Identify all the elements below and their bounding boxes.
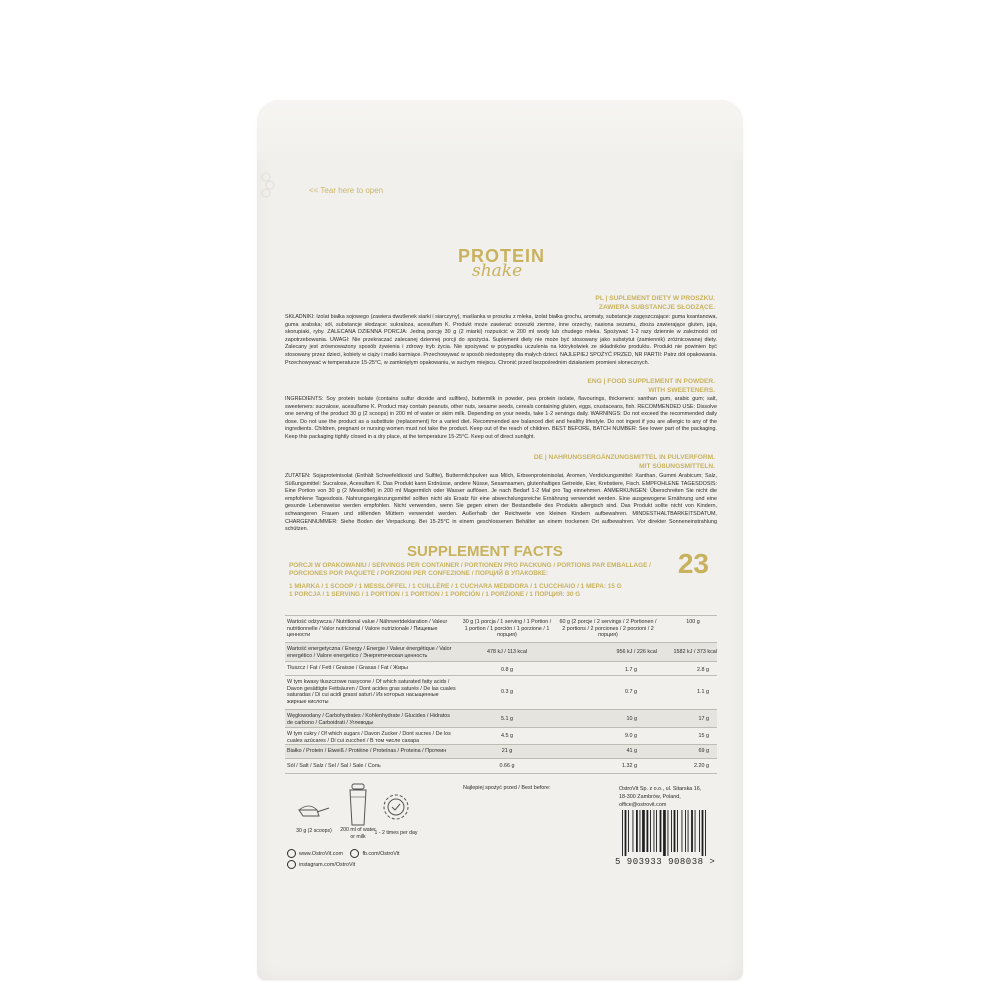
row-label: Sól / Salt / Salz / Sel / Sal / Sale / Соль [287,763,381,769]
portion-text: 1 PORCJA / 1 SERVING / 1 PORTION / 1 PORTION / 1 PORCIÓN / 1 PORZIONE / 1 ПОРЦИЯ: 30 G [289,591,581,598]
product-pouch [257,100,743,980]
row-value: 41 g [626,748,637,754]
instagram-row [287,860,355,869]
facebook-icon [350,849,359,858]
pouch-seal [257,100,743,160]
social-links-row [287,849,400,858]
company-line2: 18-300 Zambrów, Poland, [619,794,681,800]
de-text: ZUTATEN: Sojaproteinisolat (Enthält Schwefeldioxid und Sulfite), Buttermilchpulver aus Milch, Erbsenproteinisolat, Aromen, Verdickungsmittel: Xanthan, Gummi Arabicum; Salz, Süßungsmittel: Sucralose, Acesulfam K. Das Produkt kann Erdnüsse, andere Nüsse, Sesamsamen, glutenhaltiges Getreide, Eier, Krebstiere, Fisch. EMPFOHLENE TAGESDOSIS: Eine Portion von 30 g (2 Messlöffel) in 200 ml Magermilch oder Wasser auflösen. Je nach Bedarf 1-2 Mal pro Tag einnehmen. ANMERKUNGEN: Überschreiten Sie nicht die empfohlene Tagesdosis. Nahrungsergänzungsmittel sollten nicht als Ersatz für eine abwechslungsreiche Ernährung verwendet werden. Eine ausgewogene Ernährung und eine gesunde Lebensweise werden empfohlen. Nicht verwenden, wenn Sie gegen einen der Bestandteile des Produkts allergisch sind. Das Produkt sollte nicht von Kindern, schwangeren Frauen und stillenden Müttern verwendet werden. Außerhalb der Reichweite von kleinen Kindern aufbewahren. MINDESTHALTBARKEITSDATUM, CHARGENNUMMER: Siehe Boden der Verpackung. Bei 15-25°C in einem geschlossenen Behälter an einem trockenen Ort aufbewahren. Vor direkter Sonneneinstrahlung schützen. [285,473,717,533]
row-value: 0.7 g [625,689,637,695]
brand-title: PROTEIN [458,246,546,266]
row-value: 9.0 g [625,733,637,739]
row-value: 0.3 g [501,689,513,695]
row-value: 17 g [698,716,709,722]
table-row [285,727,717,745]
pl-text: SKŁADNIKI: Izolat białka sojowego (zawiera dwutlenek siarki i siarczyny), maślanka w proszku z mleka, izolat białka grochu, aromaty, substancje zagęszczające: guma ksantanowa, guma arabska; sól, substancje słodzące: sukraloza, acesulfam K. Produkt może zawierać orzeszki ziemne, inne orzechy, nasiona sezamu, zboża zawierające gluten, jaja, skorupiaki, ryby. ZALECANA DZIENNA PORCJA: Jedną porcję 30 g (2 miarki) rozpuścić w 200 ml wody lub chudego mleka. Spożywać 1-2 razy dziennie w zależności od zapotrzebowania. UWAGI: Nie przekraczać zalecanej dziennej porcji do spożycia. Suplement diety nie może być stosowany jako substytut (zamiennik) zróżnicowanej diety. Zalecany jest zrównoważony sposób żywienia i zdrowy tryb życia. Nie spożywać w przypadku uczulenia na którykolwiek ze składników produktu. Produkt nie powinien być stosowany przez dzieci, kobiety w ciąży i matki karmiące. Przechowywać w sposób niedostępny dla małych dzieci. NAJLEPIEJ SPOŻYĆ PRZED, NR PARTII: Patrz dół opakowania. Przechowywać w temperaturze 15-25°C, w zamkniętym opakowaniu, w suchym miejscu. Chronić przed bezpośrednim działaniem promieni słonecznych. [285,314,717,366]
row-value: 21 g [501,748,513,754]
tear-here-label: << Tear here to open [309,186,384,195]
row-label: Białko / Protein / Eiweiß / Protéine / Proteínas / Proteina / Протеин [287,748,447,754]
table-row [285,758,717,774]
liquid-label: 200 ml of water or milk [340,827,376,840]
row-value: 0.8 g [501,667,513,673]
row-value: 2.8 g [697,667,709,673]
header-col-60g: 60 g (2 porcje / 2 servings / 2 Portionen / 2 portions / 2 porciones / 2 porzioni / 2 порция) [559,619,657,638]
header-col-100g: 100 g [686,619,700,625]
header-col-30g: 30 g (1 porcja / 1 serving / 1 Portion / 1 portion / 1 porción / 1 porzione / 1 порция) [462,619,552,638]
row-label: W tym kwasy tłuszczowe nasycone / Of which saturated fatty acids / Davon gesättigte Fettsäuren / Dont acides gras saturés / De las cuales saturadas / Di cui acidi grassi saturi / Из которых насыщенные жирные кислоты [287,679,456,705]
supplement-facts-title: SUPPLEMENT FACTS [407,543,563,560]
facebook-link[interactable]: fb.com/OstroVit [362,850,400,857]
table-row [285,709,717,728]
row-value: 956 kJ / 226 kcal [616,649,657,655]
row-value: 2.20 g [694,763,709,769]
pl-heading [595,295,715,312]
row-label: Tłuszcz / Fat / Fett / Graisse / Grasas / Fat / Жиры [287,665,408,671]
header-label: Wartość odżywcza / Nutritional value / Nährwertdeklaration / Valeur nutritionnelle / Valor nutricional / Valore nutrizionale / Пищевые ценности [287,619,448,638]
row-label: W tym cukry / Of which sugars / Davon Zucker / Dont sucres / De los cuales azúcares / Di cui zuccheri / В том числе сахара [287,731,451,744]
eng-text: INGREDIENTS: Soy protein isolate (contains sulfur dioxide and sulfites), buttermilk in powder, pea protein isolate, flavourings, thickeners: xanthan gum, arabic gum; salt, sweeteners: sucralose, acesulfame K. Product may contain peanuts, other nuts, sesame seeds, cereals containing gluten, eggs, crustaceans, fish. RECOMMENDED USE: Dissolve one serving of the product 30 g (2 scoops) in 200 ml of water or skim milk. Depending on your needs, take 1-2 servings daily. WARNINGS: Do not exceed the recommended daily dose. Do not use the product as a substitute (replacement) for a varied diet. Recommended are balanced diet and healthy lifestyle. Do not ingest if you are allergic to any of the ingredients. Children, pregnant or nursing women must not take the product. Keep out of the reach of children. BEST BEFORE, BATCH NUMBER: See lower part of the packaging. Keep this packaging tightly closed in a dry place, at the temperature 15-25°C. Keep out of direct sunlight. [285,396,717,440]
row-value: 1582 kJ / 373 kcal [673,649,717,655]
company-email: office@ostrovit.com [619,802,667,808]
pl-heading-line1: PL | SUPLEMENT DIETY W PROSZKU. [595,295,715,302]
brand-subtitle: shake [472,261,523,281]
row-value: 1.1 g [697,689,709,695]
instagram-link[interactable]: instagram.com/OstroVit [299,861,356,868]
shaker-icon [347,783,369,827]
row-value: 478 kJ / 113 kcal [486,649,528,655]
row-value: 1.32 g [622,763,637,769]
eng-heading-line1: ENG | FOOD SUPPLEMENT IN POWDER. [587,378,715,385]
row-value: 4.5 g [501,733,513,739]
instagram-icon [287,860,296,869]
de-heading-line2: MIT SÜßUNGSMITTELN. [639,462,715,470]
row-label: Węglowodany / Carbohydrates / Kohlenhydrate / Glucides / Hidratos de carbono / Carboidrati / Углеводы [287,713,451,726]
tear-notch-icon [261,172,275,198]
servings-number: 23 [677,548,709,579]
barcode [620,810,725,856]
scoops-label: 30 g (2 scoops) [296,828,332,834]
row-value: 15 g [698,733,709,739]
table-row [285,744,717,759]
table-row [285,675,717,710]
best-before-label: Najlepiej spożyć przed / Best before: [463,785,551,791]
row-value: 0.66 g [499,763,515,769]
table-header-row [285,615,717,643]
clock-icon [381,792,411,822]
de-heading [534,454,715,471]
row-value: 1.7 g [625,667,637,673]
eng-heading-line2: WITH SWEETENERS. [648,386,715,394]
de-heading-line1: DE | NAHRUNGSERGÄNZUNGSMITTEL IN PULVERFORM. [533,454,715,461]
globe-icon [287,849,296,858]
row-value: 69 g [698,748,709,754]
company-line1: OstroVit Sp. z o.o., ul. Sitarska 16, [619,786,702,792]
scoop-icon [297,798,331,822]
table-row [285,642,717,662]
pl-heading-line2: ZAWIERA SUBSTANCJE SŁODZĄCE. [598,303,715,311]
table-row [285,661,717,676]
website-link[interactable]: www.OstroVit.com [299,850,343,857]
company-address [619,785,701,809]
servings-text: PORCJI W OPAKOWANIU / SERVINGS PER CONTAINER / PORTIONEN PRO PACKUNG / PORTIONS PAR EMBALLAGE / PORCIONES POR PAQUETE / PORZIONI PER CONFEZIONE / ПОРЦИЙ В УПАКОВКЕ: [289,562,651,577]
row-label: Wartość energetyczna / Energy / Energie / Valeur énergétique / Valor energético / Valore energetico / Энергетическая ценность [287,646,452,659]
barcode-number: 5 903933 908038 > [615,857,716,867]
times-label: 1 - 2 times per day [374,830,418,836]
eng-heading [588,378,716,395]
row-value: 10 g [626,716,637,722]
scoop-text: 1 MIARKA / 1 SCOOP / 1 MESSLÖFFEL / 1 CUILLÈRE / 1 CUCHARA MEDIDORA / 1 CUCCHIAIO / 1 МЕРА: 15 G [289,583,622,590]
row-value: 5.1 g [501,716,513,722]
